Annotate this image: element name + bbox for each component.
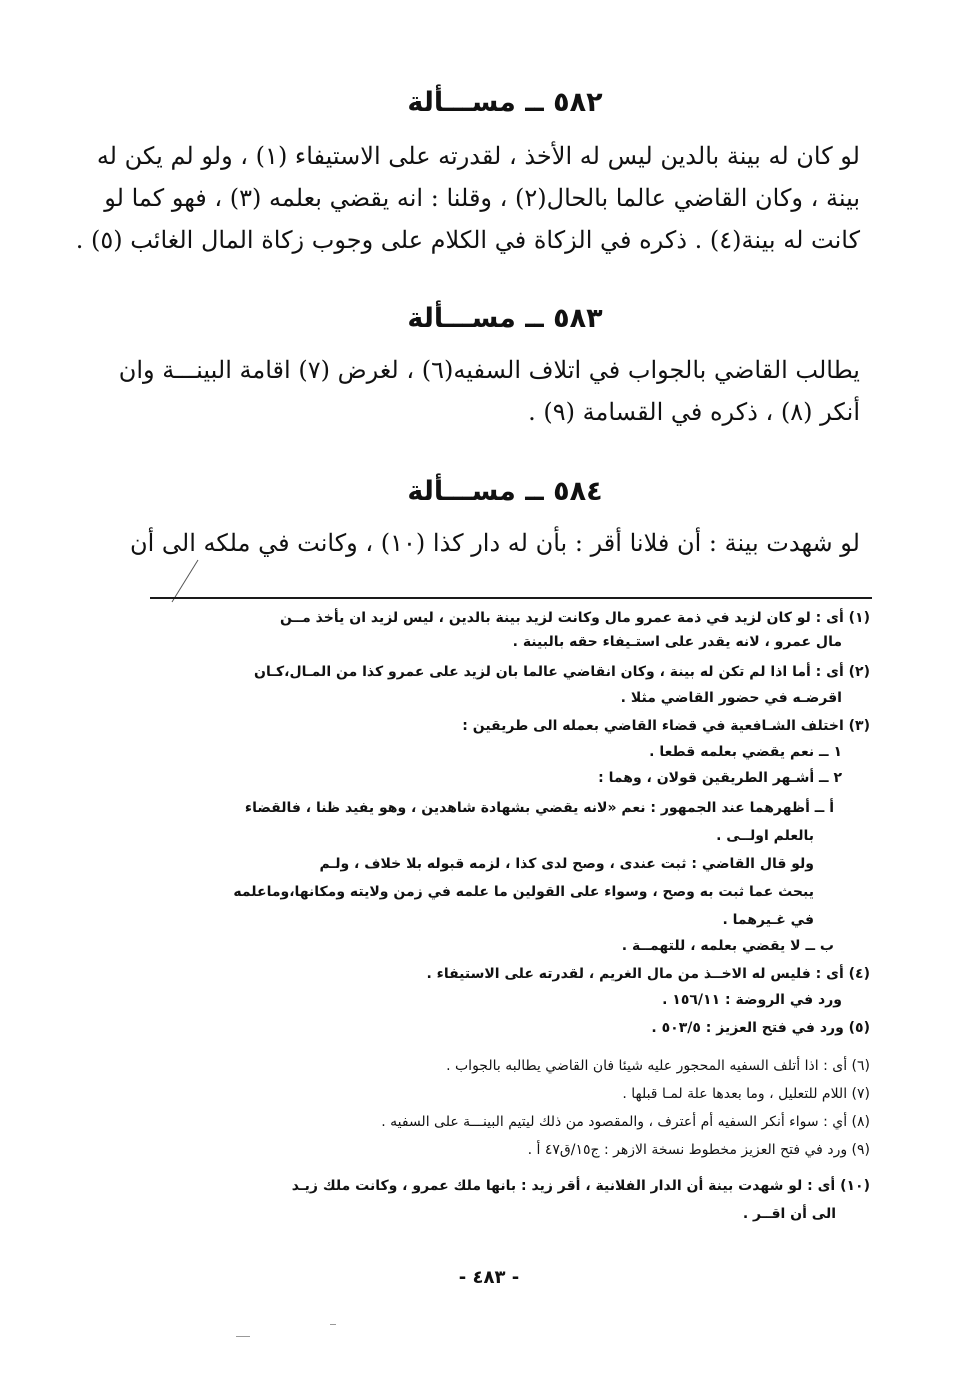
footnote-line: (٧) اللام للتعليل ، وما بعدها علة لمـا قبلها . xyxy=(622,1086,870,1102)
footnote-line: (٥) ورد في فتح العزيز : ٥٠٣/٥ . xyxy=(651,1020,870,1036)
footnote-line: ولو قال القاضي : ثبت عندى ، وصح لدى كذا ، لزمه قبوله بلا خلاف ، ولـم xyxy=(319,856,814,872)
section-584-line-1: لو شهدت بينة : أن فلانا أقر : بأن له دار كذا (١٠) ، وكانت في ملكه الى أن xyxy=(129,529,860,557)
footnote-line: مال عمرو ، لانه يقدر على استـيفاء حقه بالبينة . xyxy=(512,634,842,650)
section-heading-584: ٥٨٤ ــ مســـألة xyxy=(407,476,603,507)
footnote-line: ورد في الروضة : ١٥٦/١١ . xyxy=(662,992,842,1008)
scan-speck xyxy=(236,1336,250,1337)
footnote-line: (٦) أى : اذا أتلف السفيه المحجور عليه شيئا فان القاضي يطالبه بالجواب . xyxy=(446,1058,870,1074)
section-583-line-2: أنكر (٨) ، ذكره في القسامة (٩) . xyxy=(528,398,860,426)
section-582-line-1: لو كان له بينة بالدين ليس له الأخذ ، لقدرته على الاستيفاء (١) ، ولو لم يكن له xyxy=(96,142,860,170)
footnote-line: اقرضـه في حضور القاضي مثلا . xyxy=(620,690,842,706)
section-582-line-2: بينة ، وكان القاضي عالما بالحال(٢) ، وقلنا : انه يقضي بعلمه (٣) ، فهو كما لو xyxy=(104,184,860,212)
footnote-line: (١٠) أى : لو شهدت بينة أن الدار الفلانية ، أقر زيد : بانها ملك عمرو ، وكانت ملك زيـد xyxy=(291,1178,870,1194)
section-heading-583: ٥٨٣ ــ مســـألة xyxy=(407,303,603,334)
footnote-line: (٤) أى : فليس له الاخــذ من مال الغريم ، لقدرته على الاستيفاء . xyxy=(426,966,870,982)
footnote-line: أ ــ أظهرهما عند الجمهور : نعم «لانه يقضي بشهادة شاهدين ، وهو يفيد ظنا ، فالقضاء xyxy=(244,800,834,816)
section-heading-582: ٥٨٢ ــ مســـألة xyxy=(407,87,603,118)
footnote-line: الى أن اقــر . xyxy=(742,1206,836,1222)
footnote-line: ب ــ لا يقضي بعلمه ، للتهمــة . xyxy=(621,938,834,954)
footnote-line: يبحث عما ثبت به وصح ، وسواء على القولين ما علمه في زمن ولايته ومكانها،وماعلمه xyxy=(233,884,814,900)
footnote-line: (٢) أى : أما اذا لم تكن له بينة ، وكان انقاضي عالما بان لزيد على عمرو كذا من المـال،كـان xyxy=(254,664,870,680)
footnote-line: (٩) ورد في فتح العزيز مخطوط نسخة الازهر : ج١٥/ق٤٧ أ . xyxy=(527,1142,870,1158)
footnote-line: ٢ ــ أشـهر الطريقين قولان ، وهما : xyxy=(598,770,842,786)
footnote-line: (٨) أي : سواء أنكر السفيه أم أعترف ، والمقصود من ذلك ليتيم البينـــة على السفيه . xyxy=(381,1114,870,1130)
footnote-rule xyxy=(150,597,872,599)
section-583-line-1: يطالب القاضي بالجواب في اتلاف السفيه(٦) ، لغرض (٧) اقامة البينـــة وان xyxy=(118,356,860,384)
footnote-line: (١) أى : لو كان لزيد في ذمة عمرو مال وكانت لزيد بينة بالدين ، ليس لزيد ان يأخذ مــن xyxy=(279,610,870,626)
section-582-line-3: كانت له بينة(٤) . ذكره في الزكاة في الكلام على وجوب زكاة المال الغائب (٥) . xyxy=(75,226,860,254)
footnote-line: (٣) اختلف الشـافعية في قضاء القاضي بعمله الى طريقين : xyxy=(462,718,870,734)
footnote-line: في غـيرهما . xyxy=(722,912,814,928)
footnote-line: بالعلم اولــى . xyxy=(716,828,814,844)
footnote-line: ١ ــ نعم يقضي بعلمه قطعا . xyxy=(649,744,842,760)
page-number: - ٤٨٣ - xyxy=(458,1267,520,1288)
scan-speck xyxy=(330,1324,336,1325)
